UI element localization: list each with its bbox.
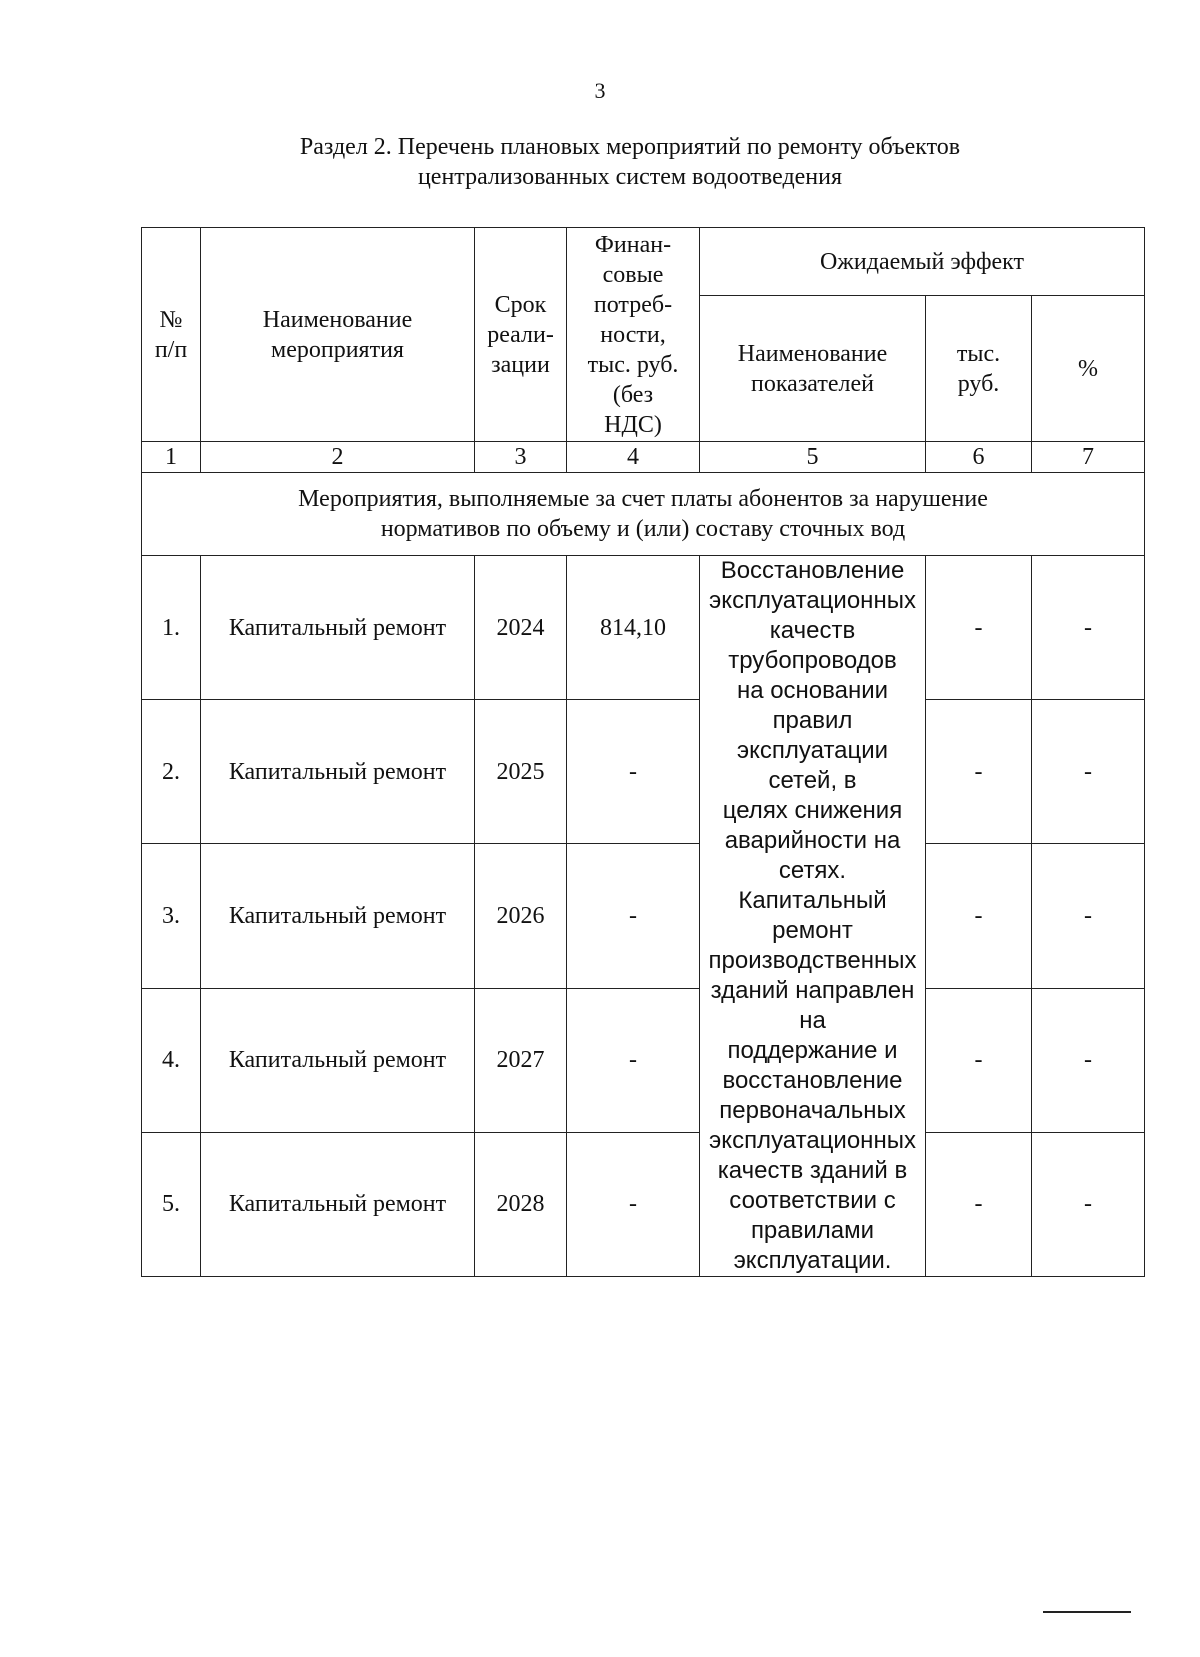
row-thousand-rub: - — [926, 844, 1032, 988]
header-indicator-line: Наименование — [737, 340, 888, 367]
row-year: 2024 — [475, 556, 567, 700]
effect-line: качеств зданий в — [717, 1157, 908, 1184]
header-effect: Ожидаемый эффект — [700, 228, 1145, 296]
row-percent: - — [1032, 1132, 1145, 1276]
row-thousand-rub: - — [926, 1132, 1032, 1276]
table-row — [142, 844, 1145, 988]
section-heading-line: нормативов по объему и (или) составу сточных вод — [380, 516, 906, 542]
column-number: 1 — [142, 442, 201, 473]
row-percent: - — [1032, 844, 1145, 988]
effect-line: эксплуатационных — [709, 1127, 916, 1154]
row-num: 3. — [142, 844, 201, 988]
row-finance: - — [567, 1132, 700, 1276]
effect-line: производственных — [708, 947, 917, 974]
table-row — [142, 988, 1145, 1132]
effect-line: первоначальных — [719, 1097, 906, 1124]
row-year: 2028 — [475, 1132, 567, 1276]
effect-line: качеств трубопроводов — [728, 617, 897, 674]
effect-line: эксплуатации сетей, в — [736, 737, 889, 794]
effect-line: аварийности на сетях. — [724, 827, 901, 884]
row-name: Капитальный ремонт — [201, 700, 475, 844]
measures-table — [141, 227, 1145, 1277]
row-thousand-rub: - — [926, 988, 1032, 1132]
section-heading-line: Мероприятия, выполняемые за счет платы абонентов за нарушение — [298, 486, 988, 512]
column-number: 2 — [201, 442, 475, 473]
row-num: 5. — [142, 1132, 201, 1276]
effect-line: правилами эксплуатации. — [733, 1217, 892, 1274]
row-year: 2026 — [475, 844, 567, 988]
header-finance-line: тыс. руб. — [587, 351, 679, 378]
header-term — [475, 228, 567, 442]
effect-line: соответствии с — [729, 1187, 896, 1214]
effect-line: Капитальный ремонт — [738, 887, 887, 944]
table-row — [142, 700, 1145, 844]
row-percent: - — [1032, 988, 1145, 1132]
section-title-line-1: Раздел 2. Перечень плановых мероприятий по ремонту объектов — [299, 134, 961, 160]
row-num: 4. — [142, 988, 201, 1132]
section-title-line-2: централизованных систем водоотведения — [417, 164, 843, 190]
header-finance-line: потреб- — [593, 291, 673, 318]
row-finance: - — [567, 844, 700, 988]
row-name: Капитальный ремонт — [201, 556, 475, 700]
table-row — [142, 556, 1145, 700]
section-heading — [142, 473, 1145, 556]
header-finance-line: (без — [612, 381, 654, 408]
effect-line: эксплуатационных — [709, 587, 916, 614]
header-finance-line: НДС) — [604, 411, 662, 438]
row-num: 1. — [142, 556, 201, 700]
row-percent: - — [1032, 700, 1145, 844]
column-number: 6 — [926, 442, 1032, 473]
row-num: 2. — [142, 700, 201, 844]
header-num-line: № — [159, 306, 183, 333]
header-name-line: Наименование — [262, 306, 413, 333]
header-name-line: мероприятия — [271, 336, 404, 363]
header-thousand-rub-line: тыс. — [956, 340, 1001, 367]
row-name: Капитальный ремонт — [201, 1132, 475, 1276]
page-number: 3 — [594, 78, 606, 103]
header-row-1 — [142, 228, 1145, 296]
header-num-line: п/п — [154, 336, 188, 363]
column-number: 7 — [1032, 442, 1145, 473]
header-finance-line: Финан- — [594, 231, 672, 258]
header-indicator-name — [700, 296, 926, 442]
header-thousand-rub — [926, 296, 1032, 442]
header-thousand-rub-line: руб. — [957, 370, 1000, 397]
row-finance: - — [567, 700, 700, 844]
effect-line: поддержание и — [727, 1037, 898, 1064]
section-heading-row — [142, 473, 1145, 556]
row-year: 2027 — [475, 988, 567, 1132]
row-name: Капитальный ремонт — [201, 988, 475, 1132]
column-number: 3 — [475, 442, 567, 473]
header-term-line: Срок — [494, 291, 547, 318]
effect-line: целях снижения — [722, 797, 903, 824]
header-term-line: реали- — [487, 321, 554, 348]
effect-line: зданий направлен на — [710, 977, 915, 1034]
effect-line: Восстановление — [720, 557, 905, 584]
column-number: 4 — [567, 442, 700, 473]
effect-line: на основании правил — [736, 677, 889, 734]
header-finance — [567, 228, 700, 442]
column-number-row — [142, 442, 1145, 473]
row-thousand-rub: - — [926, 700, 1032, 844]
table-body — [142, 228, 1145, 1277]
row-percent: - — [1032, 556, 1145, 700]
header-percent: % — [1032, 296, 1145, 442]
column-number: 5 — [700, 442, 926, 473]
row-name: Капитальный ремонт — [201, 844, 475, 988]
row-thousand-rub: - — [926, 556, 1032, 700]
row-year: 2025 — [475, 700, 567, 844]
header-num — [142, 228, 201, 442]
footer-divider — [1043, 1611, 1131, 1613]
effect-description — [700, 556, 926, 1277]
header-term-line: зации — [491, 351, 550, 378]
header-indicator-line: показателей — [751, 370, 874, 397]
table-row — [142, 1132, 1145, 1276]
header-finance-line: ности, — [600, 321, 666, 348]
section-title — [180, 132, 1080, 192]
header-finance-line: совые — [602, 261, 664, 288]
effect-line: восстановление — [722, 1067, 903, 1094]
header-name — [201, 228, 475, 442]
row-finance: 814,10 — [567, 556, 700, 700]
row-finance: - — [567, 988, 700, 1132]
